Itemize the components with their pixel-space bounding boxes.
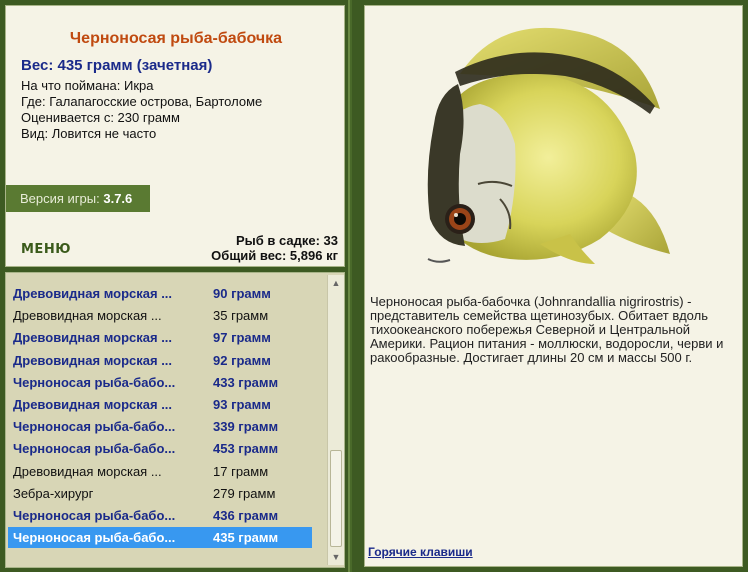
- list-item[interactable]: [8, 327, 312, 348]
- hotkeys-link[interactable]: Горячие клавиши: [368, 545, 473, 559]
- list-item-name: Черноносая рыба-бабо...: [13, 508, 176, 523]
- list-item-weight: 433 грамм: [213, 374, 279, 390]
- list-item[interactable]: [8, 372, 312, 393]
- list-item-weight: 435 грамм: [213, 530, 279, 546]
- list-item-name: Древовидная морская ...: [13, 308, 162, 324]
- version-bar: [6, 185, 150, 212]
- list-item-weight: 90 грамм: [213, 286, 271, 301]
- scrollbar[interactable]: [327, 275, 344, 565]
- scroll-down-arrow-icon[interactable]: ▼: [331, 552, 341, 562]
- list-item[interactable]: [8, 461, 312, 482]
- fish-frequency: Вид: Ловится не часто: [21, 126, 157, 141]
- list-item-weight: 93 грамм: [213, 397, 271, 412]
- list-item[interactable]: [8, 483, 312, 504]
- list-item-weight: 97 грамм: [213, 330, 271, 346]
- list-item[interactable]: [8, 283, 312, 304]
- list-item-name: Черноносая рыба-бабо...: [13, 374, 176, 390]
- list-item-name: Зебра-хирург: [13, 485, 94, 501]
- list-item-name: Древовидная морская ...: [13, 397, 173, 412]
- list-item[interactable]: [8, 305, 312, 326]
- version-label: Версия игры:: [20, 191, 104, 206]
- catch-list: [5, 272, 345, 568]
- list-item-weight: 92 грамм: [213, 352, 271, 368]
- list-item-name: Древовидная морская ...: [13, 286, 173, 301]
- fish-description: Черноносая рыба-бабочка (Johnrandallia nigrirostris) - представитель семейства щетинозубых. Обитает вдоль тихоокеанского побережья Северной и Центральной Америки. Рацион питания - моллюски, водоросли, черви и ракообразные. Достигает длины 20 см и массы 500 г.: [370, 294, 724, 365]
- list-item-name: Черноносая рыба-бабо...: [13, 419, 176, 435]
- list-item-weight: 436 грамм: [213, 508, 279, 523]
- version-value: 3.7.6: [103, 191, 133, 206]
- list-item[interactable]: [8, 416, 312, 437]
- scroll-up-arrow-icon[interactable]: ▲: [331, 278, 341, 288]
- list-item-name: Древовидная морская ...: [13, 330, 173, 346]
- list-item-weight: 453 грамм: [213, 441, 279, 457]
- scroll-thumb[interactable]: [330, 450, 342, 547]
- list-item-name: Древовидная морская ...: [13, 463, 162, 479]
- menu-button[interactable]: МЕНЮ: [21, 242, 71, 257]
- list-item[interactable]: [8, 505, 312, 526]
- total-weight: Общий вес: 5,896 кг: [211, 248, 338, 263]
- fish-caught-on: На что поймана: Икра: [21, 78, 154, 93]
- list-item-weight: 17 грамм: [213, 463, 269, 479]
- cage-stats: [211, 233, 338, 263]
- list-item-weight: 279 грамм: [213, 485, 276, 501]
- list-item-name: Древовидная морская ...: [13, 352, 173, 368]
- list-item-weight: 35 грамм: [213, 308, 269, 324]
- list-item[interactable]: [8, 527, 312, 548]
- fish-title: Черноносая рыба-бабочка: [69, 30, 283, 47]
- list-item[interactable]: [8, 394, 312, 415]
- fish-weight: Вес: 435 грамм (зачетная): [21, 57, 213, 74]
- fish-valued-from: Оценивается с: 230 грамм: [21, 110, 180, 125]
- list-item-name: Черноносая рыба-бабо...: [13, 441, 176, 457]
- list-item-weight: 339 грамм: [213, 419, 279, 435]
- list-item[interactable]: [8, 350, 312, 371]
- fish-info-panel: [5, 5, 345, 267]
- fish-in-cage: Рыб в садке: 33: [235, 233, 338, 248]
- fish-image: [420, 14, 678, 276]
- list-item-name: Черноносая рыба-бабо...: [13, 530, 176, 546]
- list-item[interactable]: [8, 438, 312, 459]
- fish-location: Где: Галапагосские острова, Бартоломе: [21, 94, 263, 109]
